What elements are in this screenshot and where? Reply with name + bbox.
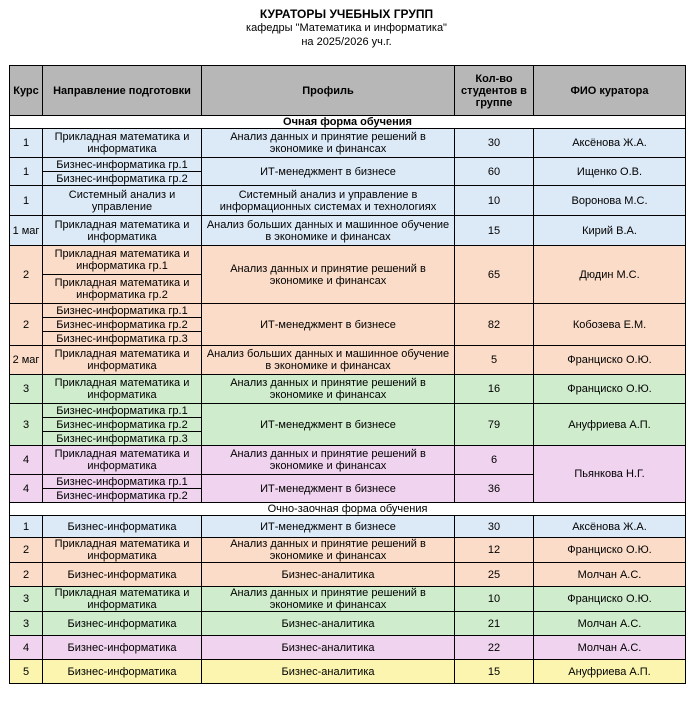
direction-cell: Прикладная математика и информатика — [43, 538, 202, 563]
section-full-time: Очная форма обучения — [10, 116, 686, 129]
direction-cell: Прикладная математика и информатика — [43, 446, 202, 475]
count-cell: 30 — [455, 516, 534, 538]
count-cell: 21 — [455, 612, 534, 636]
count-cell: 60 — [455, 158, 534, 186]
count-cell: 10 — [455, 587, 534, 612]
profile-cell: Анализ данных и принятие решений в экономике и финансах — [202, 587, 455, 612]
direction-cell: Прикладная математика и информатика гр.2 — [43, 275, 202, 304]
profile-cell: Бизнес-аналитика — [202, 563, 455, 587]
table-row — [10, 446, 686, 475]
document-subtitle: кафедры "Математика и информатика" — [246, 22, 447, 34]
academic-year: на 2025/2026 уч.г. — [301, 36, 392, 48]
direction-cell: Бизнес-информатика гр.2 — [43, 489, 202, 503]
course-cell: 5 — [10, 660, 43, 684]
curator-cell: Франциско О.Ю. — [534, 587, 686, 612]
section-part-time: Очно-заочная форма обучения — [10, 503, 686, 516]
direction-cell: Прикладная математика и информатика гр.1 — [43, 246, 202, 275]
curators-table — [9, 65, 686, 684]
count-cell: 15 — [455, 660, 534, 684]
table-row — [10, 304, 686, 318]
course-cell: 1 — [10, 186, 43, 216]
direction-cell: Системный анализ и управление — [43, 186, 202, 216]
direction-cell: Прикладная математика и информатика — [43, 129, 202, 158]
col-direction: Направление подготовки — [43, 66, 202, 116]
count-cell: 65 — [455, 246, 534, 304]
col-profile: Профиль — [202, 66, 455, 116]
course-cell: 2 — [10, 538, 43, 563]
course-cell: 2 маг — [10, 346, 43, 375]
count-cell: 15 — [455, 216, 534, 246]
curator-cell: Молчан А.С. — [534, 563, 686, 587]
curator-cell: Дюдин М.С. — [534, 246, 686, 304]
curator-cell: Пьянкова Н.Г. — [534, 446, 686, 503]
profile-cell: Анализ данных и принятие решений в экономике и финансах — [202, 446, 455, 475]
direction-cell: Прикладная математика и информатика — [43, 346, 202, 375]
curator-cell: Кобозева Е.М. — [534, 304, 686, 346]
table-row — [10, 216, 686, 246]
count-cell: 22 — [455, 636, 534, 660]
curator-cell: Франциско О.Ю. — [534, 375, 686, 404]
count-cell: 12 — [455, 538, 534, 563]
profile-cell: ИТ-менеджмент в бизнесе — [202, 304, 455, 346]
count-cell: 5 — [455, 346, 534, 375]
direction-cell: Бизнес-информатика — [43, 636, 202, 660]
count-cell: 25 — [455, 563, 534, 587]
curator-cell: Ануфриева А.П. — [534, 404, 686, 446]
direction-cell: Бизнес-информатика гр.1 — [43, 404, 202, 418]
table-row — [10, 158, 686, 172]
table-row — [10, 375, 686, 404]
direction-cell: Прикладная математика и информатика — [43, 216, 202, 246]
curator-cell: Молчан А.С. — [534, 636, 686, 660]
curator-cell: Воронова М.С. — [534, 186, 686, 216]
col-course: Курс — [10, 66, 43, 116]
table-row — [10, 587, 686, 612]
table-row — [10, 538, 686, 563]
course-cell: 4 — [10, 446, 43, 475]
direction-cell: Прикладная математика и информатика — [43, 587, 202, 612]
profile-cell: Анализ больших данных и машинное обучение в экономике и финансах — [202, 216, 455, 246]
count-cell: 10 — [455, 186, 534, 216]
profile-cell: Бизнес-аналитика — [202, 636, 455, 660]
count-cell: 79 — [455, 404, 534, 446]
direction-cell: Бизнес-информатика гр.1 — [43, 304, 202, 318]
direction-cell: Бизнес-информатика гр.2 — [43, 172, 202, 186]
curator-cell: Аксёнова Ж.А. — [534, 129, 686, 158]
table-row — [10, 612, 686, 636]
direction-cell: Бизнес-информатика — [43, 612, 202, 636]
course-cell: 2 — [10, 304, 43, 346]
curator-cell: Франциско О.Ю. — [534, 346, 686, 375]
count-cell: 82 — [455, 304, 534, 346]
course-cell: 3 — [10, 587, 43, 612]
direction-cell: Бизнес-информатика гр.3 — [43, 432, 202, 446]
profile-cell: ИТ-менеджмент в бизнесе — [202, 516, 455, 538]
course-cell: 1 — [10, 516, 43, 538]
direction-cell: Бизнес-информатика — [43, 563, 202, 587]
profile-cell: Анализ данных и принятие решений в экономике и финансах — [202, 375, 455, 404]
course-cell: 4 — [10, 636, 43, 660]
profile-cell: Бизнес-аналитика — [202, 612, 455, 636]
table-row — [10, 563, 686, 587]
profile-cell: ИТ-менеджмент в бизнесе — [202, 404, 455, 446]
direction-cell: Бизнес-информатика гр.3 — [43, 332, 202, 346]
profile-cell: Бизнес-аналитика — [202, 660, 455, 684]
col-curator: ФИО куратора — [534, 66, 686, 116]
section-row — [10, 116, 686, 129]
direction-cell: Бизнес-информатика гр.2 — [43, 318, 202, 332]
profile-cell: ИТ-менеджмент в бизнесе — [202, 475, 455, 503]
section-row — [10, 503, 686, 516]
count-cell: 16 — [455, 375, 534, 404]
profile-cell: Системный анализ и управление в информационных системах и технологиях — [202, 186, 455, 216]
curator-cell: Ищенко О.В. — [534, 158, 686, 186]
count-cell: 30 — [455, 129, 534, 158]
document-title: КУРАТОРЫ УЧЕБНЫХ ГРУПП — [259, 7, 434, 21]
curator-cell: Аксёнова Ж.А. — [534, 516, 686, 538]
course-cell: 3 — [10, 375, 43, 404]
course-cell: 1 маг — [10, 216, 43, 246]
direction-cell: Бизнес-информатика гр.1 — [43, 158, 202, 172]
profile-cell: Анализ данных и принятие решений в экономике и финансах — [202, 129, 455, 158]
course-cell: 2 — [10, 246, 43, 304]
profile-cell: Анализ больших данных и машинное обучение в экономике и финансах — [202, 346, 455, 375]
direction-cell: Бизнес-информатика гр.1 — [43, 475, 202, 489]
count-cell: 36 — [455, 475, 534, 503]
course-cell: 4 — [10, 475, 43, 503]
count-cell: 6 — [455, 446, 534, 475]
col-count: Кол-во студентов в группе — [455, 66, 534, 116]
table-row — [10, 129, 686, 158]
table-row — [10, 636, 686, 660]
table-row — [10, 516, 686, 538]
table-row — [10, 186, 686, 216]
curator-cell: Молчан А.С. — [534, 612, 686, 636]
direction-cell: Бизнес-информатика — [43, 516, 202, 538]
table-row — [10, 660, 686, 684]
course-cell: 2 — [10, 563, 43, 587]
direction-cell: Бизнес-информатика гр.2 — [43, 418, 202, 432]
course-cell: 1 — [10, 129, 43, 158]
course-cell: 3 — [10, 404, 43, 446]
direction-cell: Бизнес-информатика — [43, 660, 202, 684]
profile-cell: Анализ данных и принятие решений в экономике и финансах — [202, 538, 455, 563]
profile-cell: ИТ-менеджмент в бизнесе — [202, 158, 455, 186]
curator-cell: Ануфриева А.П. — [534, 660, 686, 684]
table-row — [10, 246, 686, 275]
course-cell: 3 — [10, 612, 43, 636]
direction-cell: Прикладная математика и информатика — [43, 375, 202, 404]
table-header-row — [10, 66, 686, 116]
curator-cell: Франциско О.Ю. — [534, 538, 686, 563]
table-row — [10, 346, 686, 375]
curator-cell: Кирий В.А. — [534, 216, 686, 246]
course-cell: 1 — [10, 158, 43, 186]
table-row — [10, 404, 686, 418]
profile-cell: Анализ данных и принятие решений в экономике и финансах — [202, 246, 455, 304]
